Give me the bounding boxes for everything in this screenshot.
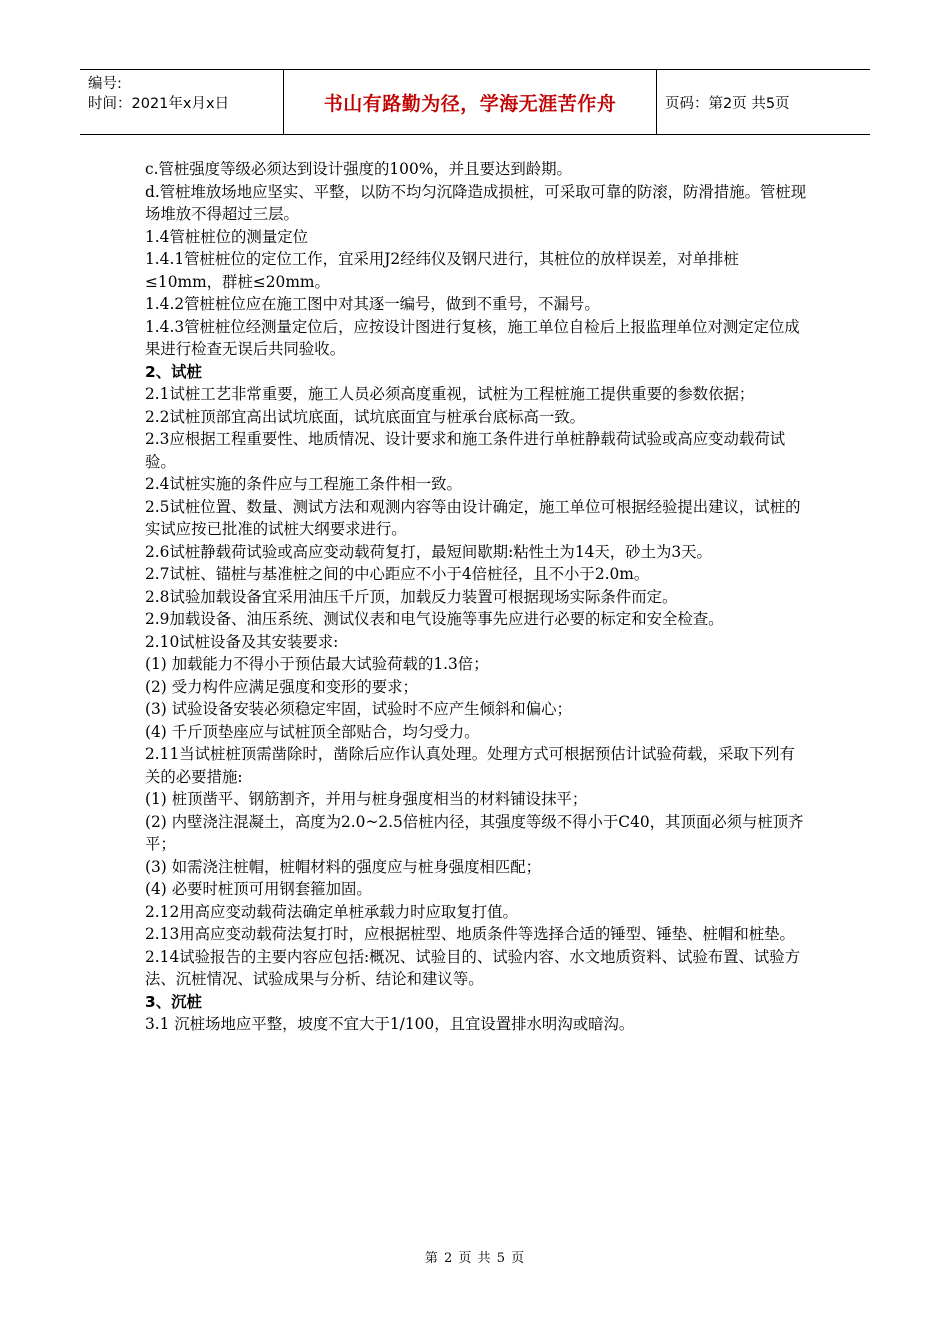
body-paragraph: 2.10试桩设备及其安装要求:	[145, 632, 339, 651]
body-paragraph: 3.1 沉桩场地应平整，坡度不宜大于1/100，且宜设置排水明沟或暗沟。	[145, 1015, 635, 1033]
body-paragraph: (2) 受力构件应满足强度和变形的要求；	[145, 677, 418, 696]
body-paragraph: 2.9加载设备、油压系统、测试仪表和电气设施等事先应进行必要的标定和安全检查。	[145, 610, 724, 628]
body-paragraph: 2.14试验报告的主要内容应包括:概况、试验目的、试验内容、水文地质资料、试验布置、试验方法、沉桩情况、试验成果与分析、结论和建议等。	[145, 947, 801, 988]
document-time-label: 时间：2021年x月x日	[88, 96, 230, 112]
body-paragraph: 2.12用高应变动载荷法确定单桩承载力时应取复打值。	[145, 902, 518, 921]
header-page-info: 页码：第2页 共5页	[665, 95, 790, 112]
body-paragraph: (4) 必要时桩顶可用钢套箍加固。	[145, 880, 372, 898]
body-paragraph: 2.11当试桩桩顶需凿除时，凿除后应作认真处理。处理方式可根据预估计试验荷载，采取下列有关的必要措施:	[145, 745, 795, 786]
body-paragraph: (2) 内壁浇注混凝土，高度为2.0~2.5倍桩内径，其强度等级不得小于C40，其顶面必须与桩顶齐平；	[145, 812, 804, 853]
body-paragraph: (1) 加载能力不得小于预估最大试验荷载的1.3倍；	[145, 655, 489, 673]
body-paragraph: 2.6试桩静载荷试验或高应变动载荷复打，最短间歇期:粘性土为14天，砂土为3天。	[145, 542, 712, 561]
body-paragraph: 1.4.3管桩桩位经测量定位后，应按设计图进行复核，施工单位自检后上报监理单位对测定定位成果进行检查无误后共同验收。	[145, 317, 800, 358]
document-body	[145, 158, 810, 1036]
body-paragraph: d.管桩堆放场地应坚实、平整，以防不均匀沉降造成损桩，可采取可靠的防滚，防滑措施。管桩现场堆放不得超过三层。	[145, 182, 807, 223]
body-paragraph: 2.5试桩位置、数量、测试方法和观测内容等由设计确定，施工单位可根据经验提出建议，试桩的实试应按已批准的试桩大纲要求进行。	[145, 497, 801, 538]
body-paragraph: 1.4.1管桩桩位的定位工作，宜采用J2经纬仪及钢尺进行，其桩位的放样误差，对单排桩≤10mm，群桩≤20mm。	[145, 250, 739, 291]
document-number-label: 编号:	[88, 76, 122, 92]
body-paragraph: (4) 千斤顶垫座应与试桩顶全部贴合，均匀受力。	[145, 722, 480, 741]
body-paragraph: 2.4试桩实施的条件应与工程施工条件相一致。	[145, 475, 462, 493]
body-paragraph: 2.13用高应变动载荷法复打时，应根据桩型、地质条件等选择合适的锤型、锤垫、桩帽和桩垫。	[145, 925, 795, 943]
header-motto: 书山有路勤为径，学海无涯苦作舟	[283, 70, 657, 134]
body-paragraph: c.管桩强度等级必须达到设计强度的100%，并且要达到龄期。	[145, 160, 572, 178]
section-heading: 3、沉桩	[145, 992, 202, 1011]
page-header	[80, 69, 870, 135]
body-paragraph: 1.4管桩桩位的测量定位	[145, 227, 308, 246]
body-paragraph: 2.8试验加载设备宜采用油压千斤顶，加载反力装置可根据现场实际条件而定。	[145, 587, 678, 606]
body-paragraph: (3) 如需浇注桩帽，桩帽材料的强度应与桩身强度相匹配；	[145, 857, 542, 876]
body-paragraph: 1.4.2管桩桩位应在施工图中对其逐一编号，做到不重号，不漏号。	[145, 295, 600, 313]
body-paragraph: (3) 试验设备安装必须稳定牢固，试验时不应产生倾斜和偏心；	[145, 700, 572, 718]
body-paragraph: (1) 桩顶凿平、钢筋割齐，并用与桩身强度相当的材料铺设抹平；	[145, 790, 588, 808]
section-heading: 2、试桩	[145, 362, 202, 381]
header-meta	[80, 70, 283, 134]
body-paragraph: 2.3应根据工程重要性、地质情况、设计要求和施工条件进行单桩静载荷试验或高应变动载荷试验。	[145, 430, 786, 471]
body-paragraph: 2.2试桩顶部宜高出试坑底面，试坑底面宜与桩承台底标高一致。	[145, 407, 586, 426]
body-paragraph: 2.1试桩工艺非常重要，施工人员必须高度重视，试桩为工程桩施工提供重要的参数依据；	[145, 385, 755, 403]
body-paragraph: 2.7试桩、锚桩与基准桩之间的中心距应不小于4倍桩径，且不小于2.0m。	[145, 565, 650, 583]
page-footer: 第 2 页 共 5 页	[424, 1251, 526, 1266]
